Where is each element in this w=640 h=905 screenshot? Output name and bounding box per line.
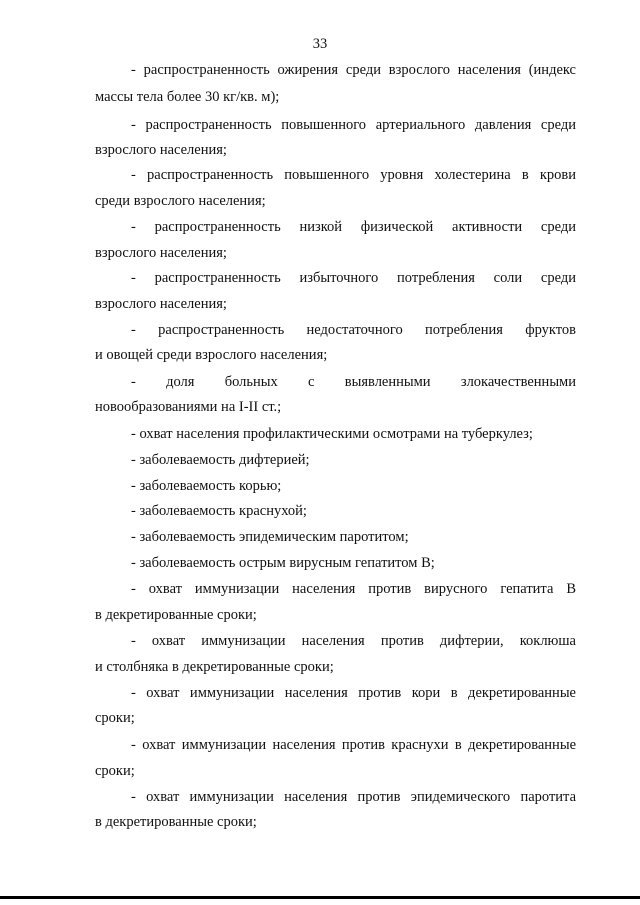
list-item-line: в декретированные сроки; <box>95 607 257 623</box>
list-item-line: - охват иммунизации населения против кори в декретированные <box>131 685 576 701</box>
list-item-line: сроки; <box>95 710 135 726</box>
list-item-line: сроки; <box>95 763 135 779</box>
list-item-line: взрослого населения; <box>95 296 227 312</box>
list-item-line: - заболеваемость корью; <box>131 478 282 494</box>
list-item-line: - охват иммунизации населения против краснухи в декретированные <box>131 737 576 753</box>
list-item-line: - доля больных с выявленными злокачественными <box>131 374 576 390</box>
list-item-line: среди взрослого населения; <box>95 193 266 209</box>
list-item-line: - распространенность повышенного уровня холестерина в крови <box>131 167 576 183</box>
list-item-line: - охват иммунизации населения против эпидемического паротита <box>131 789 576 805</box>
list-item-line: - охват населения профилактическими осмотрами на туберкулез; <box>131 426 533 442</box>
list-item-line: - распространенность недостаточного потребления фруктов <box>131 322 576 338</box>
list-item-line: взрослого населения; <box>95 245 227 261</box>
list-item-line: в декретированные сроки; <box>95 814 257 830</box>
list-item-line: - заболеваемость дифтерией; <box>131 452 310 468</box>
list-item-line: - заболеваемость эпидемическим паротитом; <box>131 529 409 545</box>
list-item-line: взрослого населения; <box>95 142 227 158</box>
list-item-line: и столбняка в декретированные сроки; <box>95 659 334 675</box>
list-item-line: новообразованиями на I-II ст.; <box>95 399 282 415</box>
list-item-line: - охват иммунизации населения против вирусного гепатита В <box>131 581 576 597</box>
list-item-line: - охват иммунизации населения против дифтерии, коклюша <box>131 633 576 649</box>
list-item-line: - распространенность повышенного артериального давления среди <box>131 117 576 133</box>
list-item-line: - заболеваемость краснухой; <box>131 503 307 519</box>
list-item-line: - распространенность низкой физической активности среди <box>131 219 576 235</box>
list-item-line: - распространенность избыточного потребления соли среди <box>131 270 576 286</box>
list-item-line: - заболеваемость острым вирусным гепатитом В; <box>131 555 435 571</box>
list-item-line: - распространенность ожирения среди взрослого населения (индекс <box>131 62 576 78</box>
page-number: 33 <box>312 36 328 52</box>
list-item-line: массы тела более 30 кг/кв. м); <box>95 89 280 105</box>
list-item-line: и овощей среди взрослого населения; <box>95 347 328 363</box>
bottom-rule <box>0 896 640 899</box>
